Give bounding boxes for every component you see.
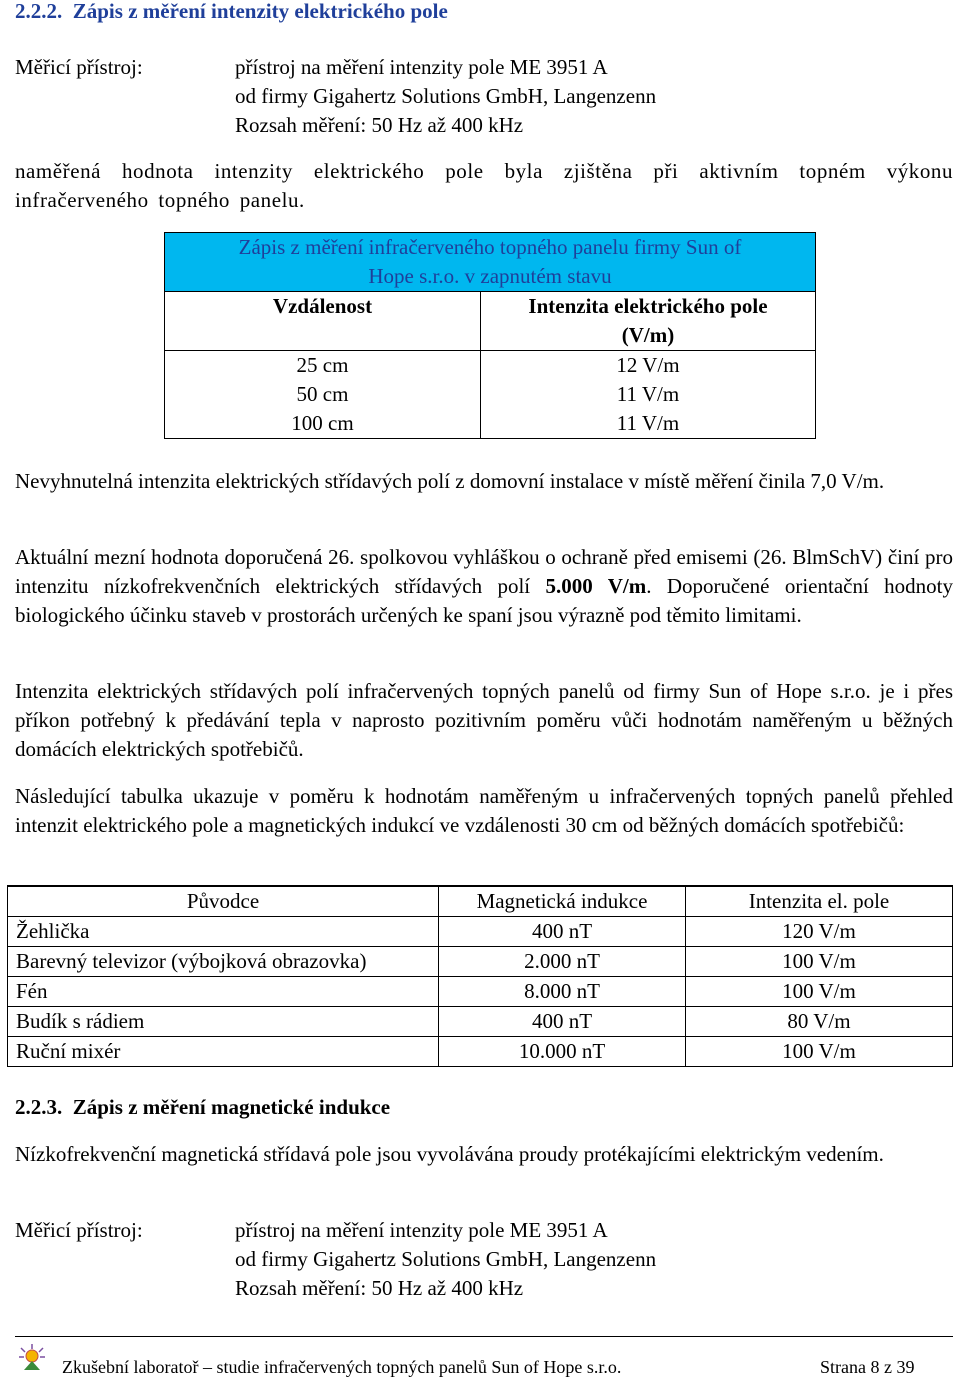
section-title: Zápis z měření magnetické indukce bbox=[72, 1095, 391, 1119]
limit-text: Aktuální mezní hodnota doporučená 26. spolkovou vyhláškou o ochraně před emisemi (26. BlmSchV) činí pro intenzitu nízkofrekvenčních elektrických střídavých polí bbox=[15, 545, 953, 598]
device-label: Měřicí přístroj: bbox=[15, 55, 143, 79]
table-row bbox=[8, 977, 953, 1007]
header-field: Intenzita el. pole bbox=[686, 886, 953, 917]
table-header-row bbox=[165, 292, 816, 351]
table-row bbox=[165, 409, 816, 439]
section-number: 2.2.3. bbox=[15, 1095, 63, 1119]
device-line: od firmy Gigahertz Solutions GmbH, Langenzenn bbox=[235, 84, 657, 108]
cell-induction: 400 nT bbox=[439, 1007, 686, 1037]
device-line: přístroj na měření intenzity pole ME 3951 A bbox=[235, 55, 608, 79]
cell-distance: 50 cm bbox=[165, 380, 481, 409]
cell-induction: 10.000 nT bbox=[439, 1037, 686, 1067]
page-number: Strana 8 z 39 bbox=[820, 1357, 915, 1377]
cell-field: 120 V/m bbox=[686, 917, 953, 947]
cell-source: Barevný televizor (výbojková obrazovka) bbox=[8, 947, 439, 977]
appliance-comparison-table bbox=[7, 885, 953, 1067]
cell-distance: 25 cm bbox=[165, 351, 481, 381]
header-induction: Magnetická indukce bbox=[439, 886, 686, 917]
table-row bbox=[165, 380, 816, 409]
section-number: 2.2.2. bbox=[15, 0, 63, 23]
table2-intro-paragraph: Následující tabulka ukazuje v poměru k hodnotám naměřeným u infračervených topných panelů přehled intenzit elektrického pole a magnetických indukcí ve vzdálenosti 30 cm od běžných domácích spotřebičů: bbox=[15, 784, 953, 837]
cell-source: Fén bbox=[8, 977, 439, 1007]
cell-distance: 100 cm bbox=[165, 409, 481, 439]
device-line: Rozsah měření: 50 Hz až 400 kHz bbox=[235, 1276, 524, 1300]
table-row bbox=[8, 917, 953, 947]
header-line: (V/m) bbox=[621, 323, 675, 347]
footer-divider bbox=[15, 1336, 953, 1337]
section-title: Zápis z měření intenzity elektrického pole bbox=[72, 0, 448, 23]
footer-text: Zkušební laboratoř – studie infračervených topných panelů Sun of Hope s.r.o. bbox=[62, 1357, 622, 1377]
device-label: Měřicí přístroj: bbox=[15, 1218, 143, 1242]
header-field-intensity bbox=[481, 292, 816, 351]
magnetic-intro-paragraph: Nízkofrekvenční magnetická střídavá pole jsou vyvolávána proudy protékajícími elektrickým vedením. bbox=[15, 1142, 884, 1166]
device-line: přístroj na měření intenzity pole ME 3951 A bbox=[235, 1218, 608, 1242]
electric-field-table bbox=[164, 232, 816, 439]
cell-field: 100 V/m bbox=[686, 977, 953, 1007]
cell-field: 100 V/m bbox=[686, 947, 953, 977]
cell-value: 11 V/m bbox=[481, 380, 816, 409]
sun-of-hope-paragraph: Intenzita elektrických střídavých polí infračervených topných panelů od firmy Sun of Hope s.r.o. je i přes příkon potřebný k předávání tepla v naprosto pozitivním poměru vůči hodnotám naměřeným u běžných domácích elektrických spotřebičů. bbox=[15, 679, 953, 761]
cell-induction: 2.000 nT bbox=[439, 947, 686, 977]
cell-value: 12 V/m bbox=[481, 351, 816, 381]
header-distance: Vzdálenost bbox=[165, 292, 481, 351]
cell-source: Budík s rádiem bbox=[8, 1007, 439, 1037]
table-row bbox=[165, 351, 816, 381]
section-heading-2-2-2 bbox=[15, 0, 448, 26]
limit-value: 5.000 V/m bbox=[545, 574, 647, 598]
limit-paragraph bbox=[15, 543, 953, 630]
sun-of-hope-logo-icon bbox=[18, 1343, 46, 1371]
header-line: Intenzita elektrického pole bbox=[528, 294, 768, 318]
header-source: Původce bbox=[8, 886, 439, 917]
limit-text: . Doporučené orientační hodnoty biologického účinku staveb v prostorách určených ke spaní jsou výrazně pod těmito limitami. bbox=[15, 574, 953, 627]
background-paragraph: Nevyhnutelná intenzita elektrických střídavých polí z domovní instalace v místě měření činila 7,0 V/m. bbox=[15, 469, 885, 493]
table-row bbox=[8, 1007, 953, 1037]
cell-source: Ruční mixér bbox=[8, 1037, 439, 1067]
caption-line: Hope s.r.o. v zapnutém stavu bbox=[368, 264, 612, 288]
device-line: od firmy Gigahertz Solutions GmbH, Langenzenn bbox=[235, 1247, 657, 1271]
table-caption-row bbox=[165, 233, 816, 292]
device-line: Rozsah měření: 50 Hz až 400 kHz bbox=[235, 113, 524, 137]
caption-line: Zápis z měření infračerveného topného panelu firmy Sun of bbox=[238, 235, 742, 259]
table-row bbox=[8, 947, 953, 977]
table-row bbox=[8, 1037, 953, 1067]
cell-field: 100 V/m bbox=[686, 1037, 953, 1067]
cell-induction: 400 nT bbox=[439, 917, 686, 947]
table-caption bbox=[165, 233, 816, 292]
section-heading-2-2-3 bbox=[15, 1093, 390, 1122]
cell-field: 80 V/m bbox=[686, 1007, 953, 1037]
table-header-row bbox=[8, 886, 953, 917]
cell-induction: 8.000 nT bbox=[439, 977, 686, 1007]
cell-value: 11 V/m bbox=[481, 409, 816, 439]
cell-source: Žehlička bbox=[8, 917, 439, 947]
intro-paragraph: naměřená hodnota intenzity elektrického pole byla zjištěna při aktivním topném výkonu infračerveného topného panelu. bbox=[15, 159, 953, 212]
